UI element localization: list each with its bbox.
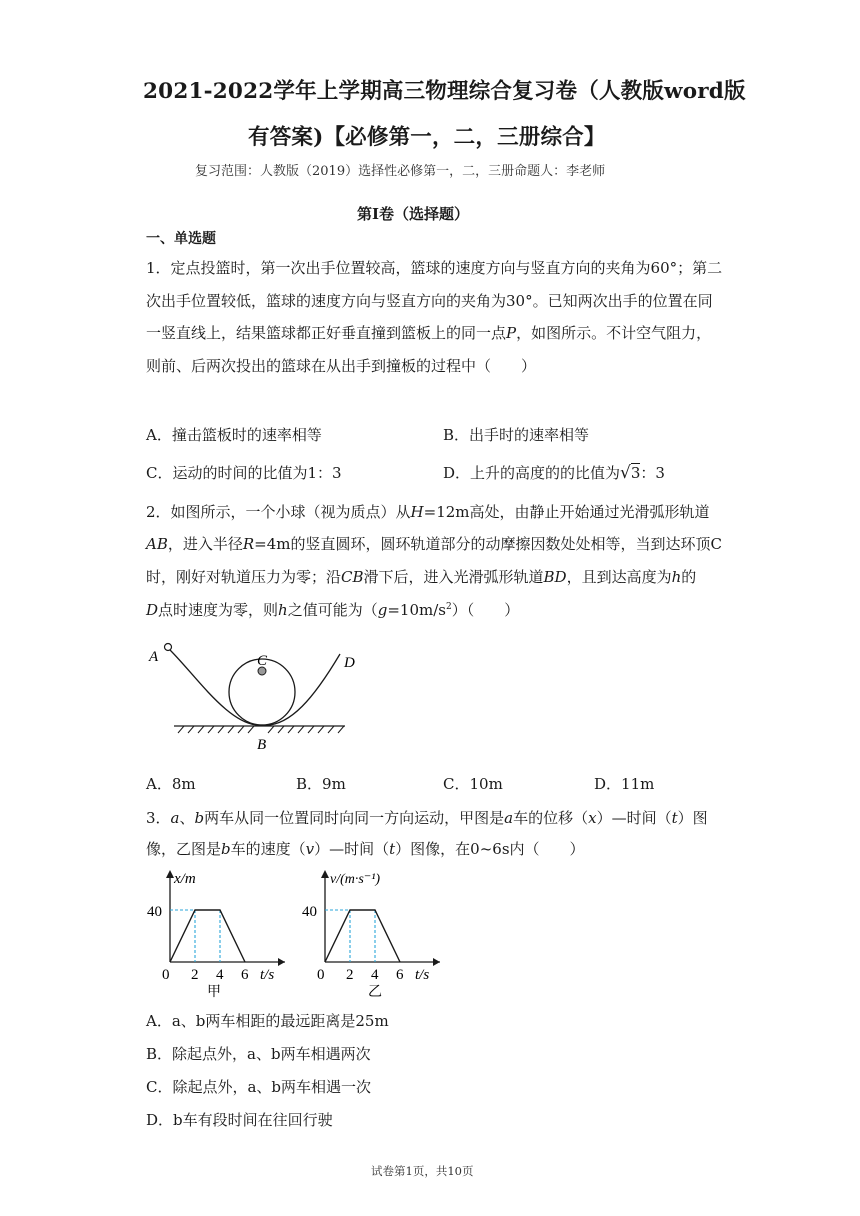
graph-jia-xlabel: t/s: [260, 967, 275, 983]
q2-line-1: 2．如图所示，一个小球（视为质点）从H=12m高处，由静止开始通过光滑弧形轨道: [146, 503, 710, 521]
graph-yi-caption: 乙: [368, 985, 382, 1000]
graph-yi-ytick: 40: [302, 904, 317, 920]
graph-jia-xtick-4: 4: [216, 967, 224, 983]
q1-option-c[interactable]: C．运动的时间的比值为1：3: [146, 464, 342, 482]
q2-option-a[interactable]: A．8m: [146, 775, 196, 793]
q1-line-2: 次出手位置较低，篮球的速度方向与竖直方向的夹角为30°。已知两次出手的位置在同: [146, 292, 713, 310]
q1-option-d[interactable]: D．上升的高度的的比值为√3：3: [443, 463, 665, 483]
q3-line-1: 3．a、b两车从同一位置同时向同一方向运动，甲图是a车的位移（x）—时间（t）图: [146, 809, 708, 827]
q2-line-3: 时，刚好对轨道压力为零；沿CB滑下后，进入光滑弧形轨道BD，且到达高度为h的: [146, 568, 697, 586]
q1-line-1: 1．定点投篮时，第一次出手位置较高，篮球的速度方向与竖直方向的夹角为60°；第二: [146, 259, 723, 277]
q2-line-4: D点时速度为零，则h之值可能为$(g=10m/s^2)$（ ）: [146, 601, 520, 619]
label-d: D: [344, 655, 355, 671]
graph-yi-ylabel: v/(m·s⁻¹): [330, 872, 381, 887]
graph-jia-xtick-2: 2: [191, 967, 199, 983]
q2-option-c[interactable]: C．10m: [443, 775, 503, 793]
track-curve-ab: [168, 648, 262, 725]
graph-jia-x-t: [140, 866, 290, 1004]
q1-line-3: 一竖直线上，结果篮球都正好垂直撞到篮板上的同一点P，如图所示。不计空气阻力，: [146, 324, 712, 342]
ball-at-a: [165, 644, 172, 651]
graph-yi-xtick-6: 6: [396, 967, 404, 983]
track-curve-bd: [262, 654, 340, 725]
graph-jia-ylabel: x/m: [174, 871, 196, 887]
label-b: B: [257, 737, 267, 753]
track-loop-figure: [140, 636, 380, 754]
q3-option-c[interactable]: C．除起点外，a、b两车相遇一次: [146, 1078, 372, 1096]
graph-jia-line: [170, 910, 245, 962]
graph-yi-line: [325, 910, 400, 962]
graph-yi-xtick-2: 2: [346, 967, 354, 983]
q3-option-a[interactable]: A．a、b两车相距的最远距离是25m: [146, 1012, 389, 1030]
graph-yi-xlabel: t/s: [415, 967, 430, 983]
q1-line-4: 则前、后两次投出的篮球在从出手到撞板的过程中（ ）: [146, 357, 537, 375]
ground-hatch: [178, 726, 344, 733]
graph-jia-caption: 甲: [207, 985, 221, 1000]
page-footer: 试卷第1页，共10页: [371, 1164, 474, 1178]
q3-option-d[interactable]: D．b车有段时间在往回行驶: [146, 1111, 333, 1129]
q2-option-b[interactable]: B．9m: [296, 775, 346, 793]
document-subtitle: 复习范围：人教版（2019）选择性必修第一，二，三册命题人：李老师: [195, 164, 606, 179]
label-c: C: [257, 653, 268, 669]
graph-yi-xtick-0: 0: [317, 967, 325, 983]
document-title-line2: 有答案)【必修第一，二，三册综合】: [248, 125, 606, 150]
section-title: 第I卷（选择题）: [357, 205, 470, 223]
q3-option-b[interactable]: B．除起点外，a、b两车相遇两次: [146, 1045, 371, 1063]
graph-jia-ytick: 40: [147, 904, 162, 920]
graph-jia-xtick-0: 0: [162, 967, 170, 983]
q1-option-b[interactable]: B．出手时的速率相等: [443, 426, 590, 444]
q1-option-a[interactable]: A．撞击篮板时的速率相等: [146, 426, 322, 444]
graph-jia-xtick-6: 6: [241, 967, 249, 983]
label-a: A: [149, 649, 159, 665]
graph-yi-v-t: [296, 866, 446, 1004]
sqrt-symbol: √: [620, 463, 631, 483]
q2-line-2: AB，进入半径R=4m的竖直圆环，圆环轨道部分的动摩擦因数处处相等，当到达环顶C: [146, 535, 722, 553]
q2-option-d[interactable]: D．11m: [594, 775, 655, 793]
section-heading: 一、单选题: [146, 231, 216, 247]
document-title-line1: 2021-2022学年上学期高三物理综合复习卷（人教版word版: [143, 79, 746, 104]
graph-yi-xtick-4: 4: [371, 967, 379, 983]
q3-line-2: 像，乙图是b车的速度（v）—时间（t）图像，在0~6s内（ ）: [146, 840, 585, 858]
